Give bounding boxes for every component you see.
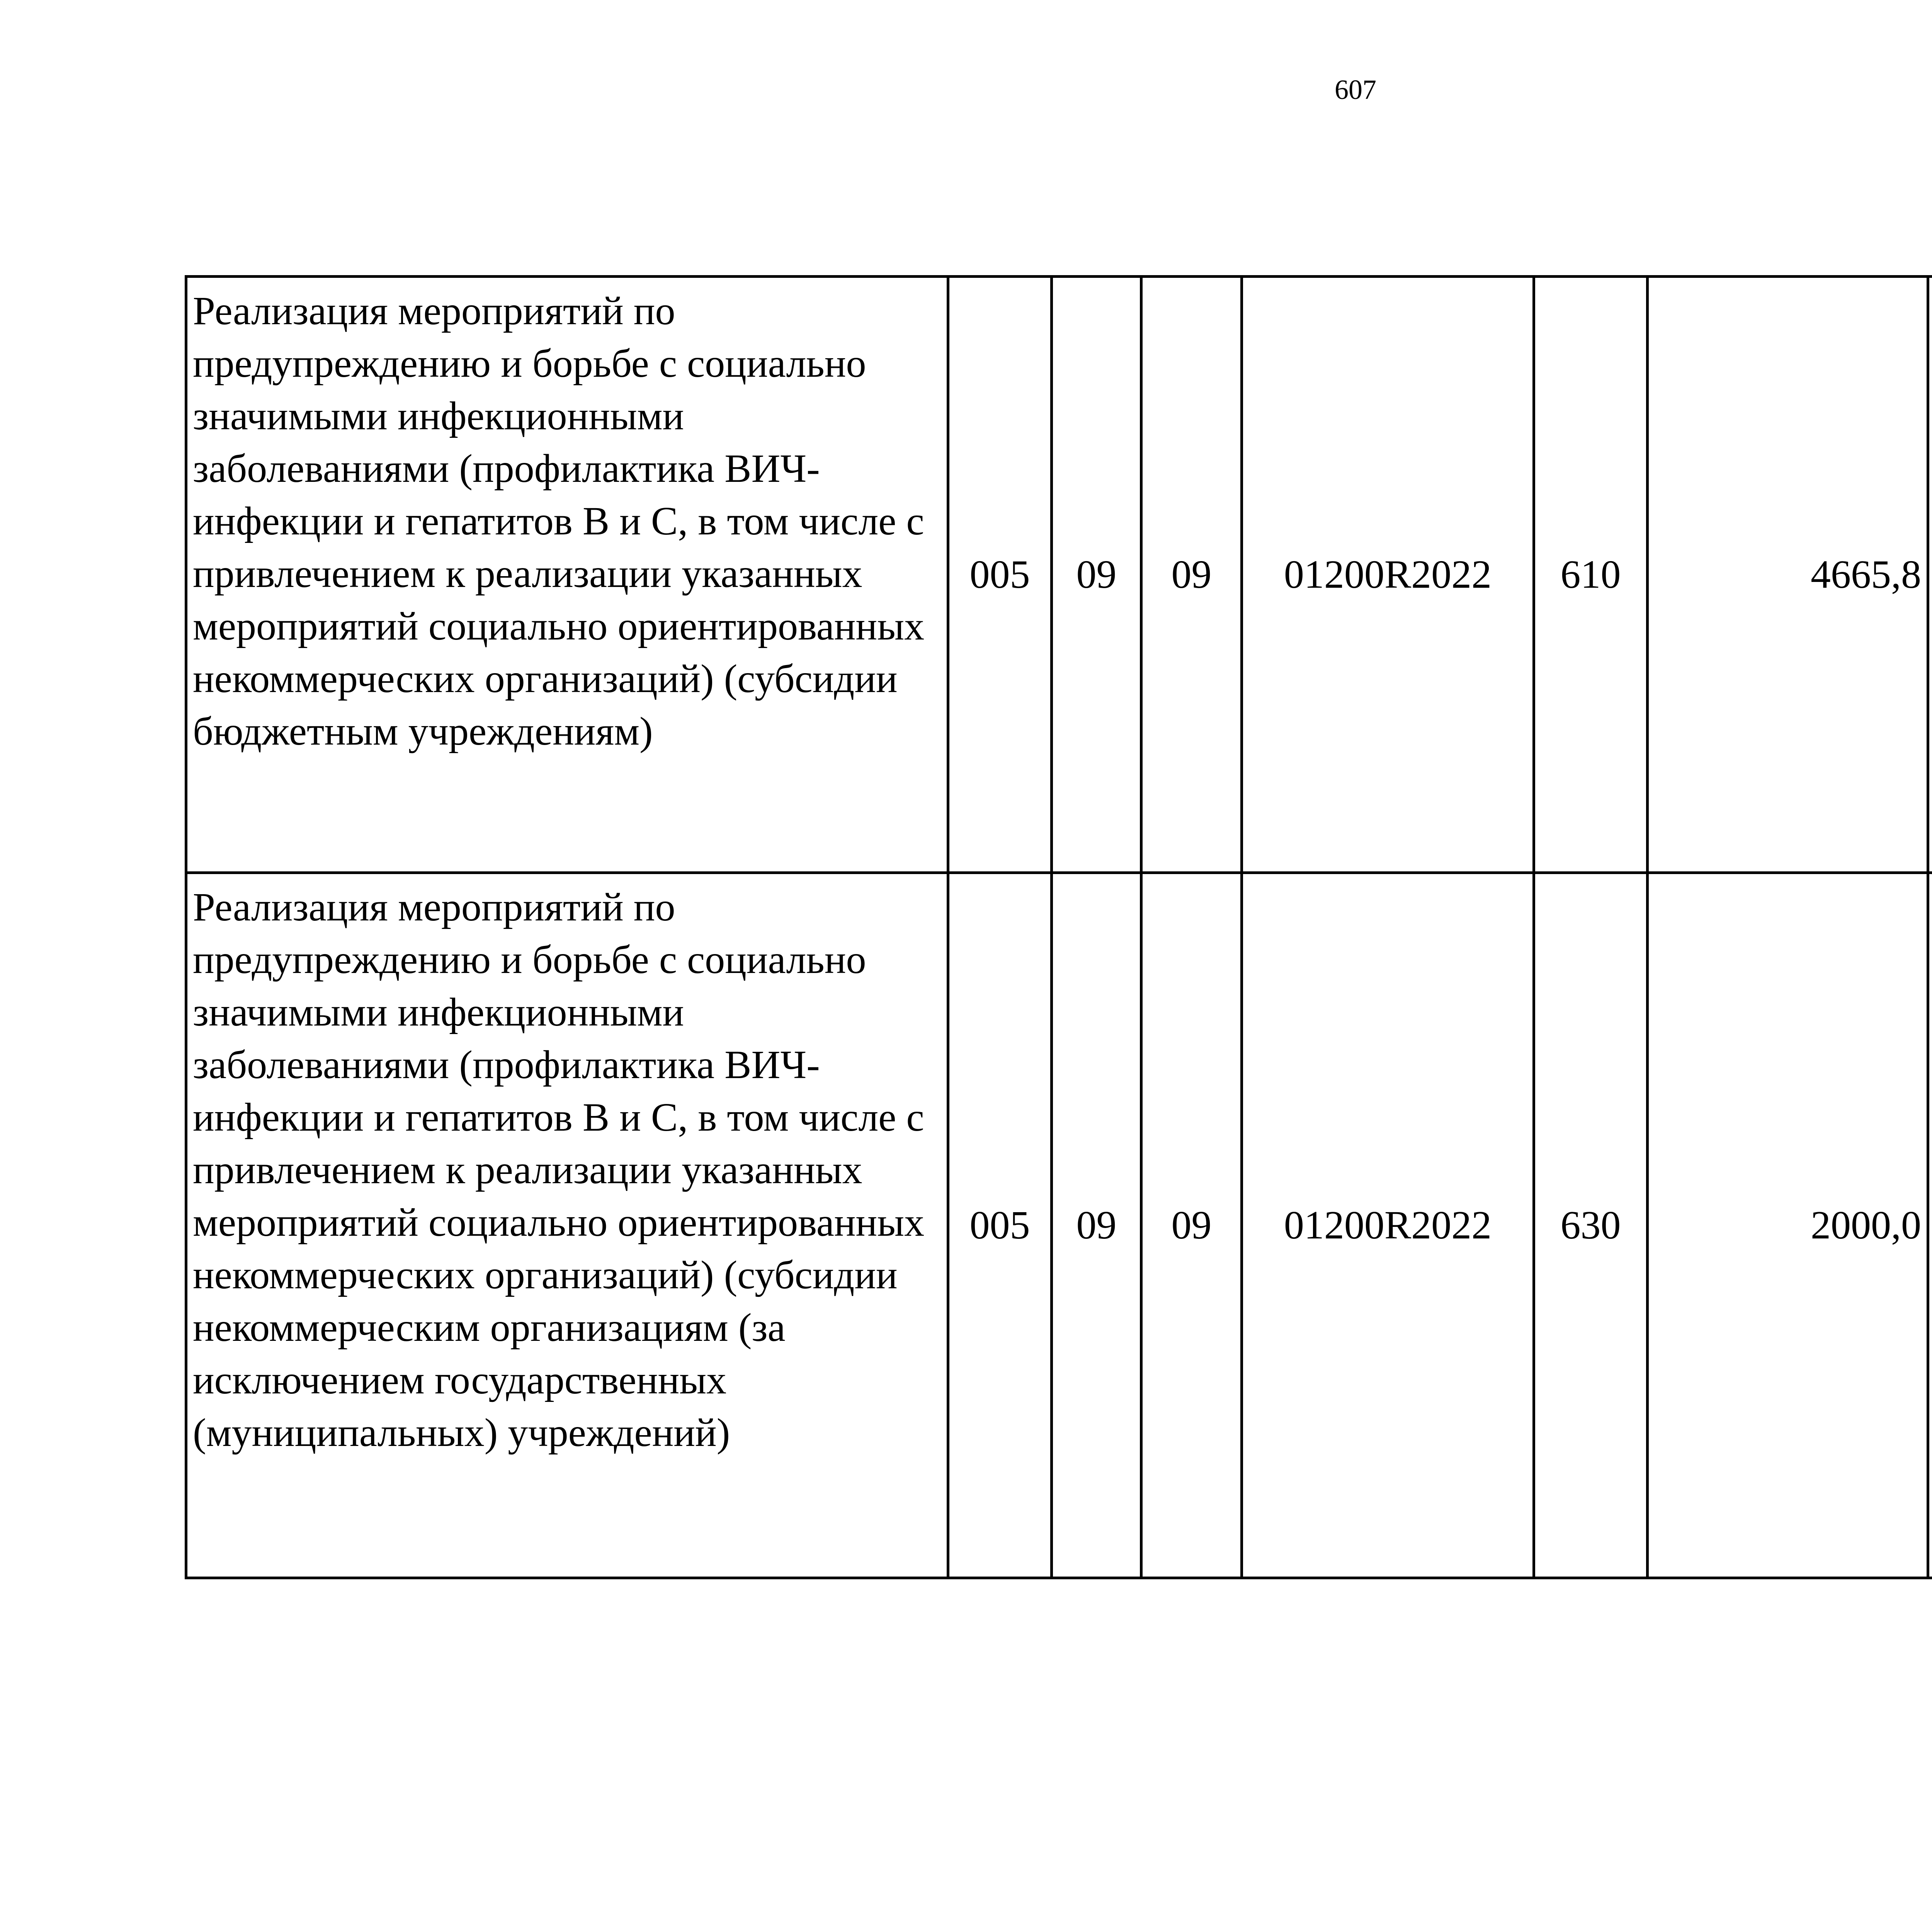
expense-description: Реализация мероприятий по предупреждению и борьбе с социально значимыми инфекционными заболеваниями (профилактика ВИЧ-инфекции и гепатитов B и C, в том числе с привлечением к реализации указанных мероприятий социально ориентированных некоммерческих организаций) (субсидии бюджетным учреждениям) xyxy=(186,277,948,873)
section-code: 09 xyxy=(1052,873,1141,1578)
amount-cell: 4665,8 xyxy=(1648,277,1928,873)
target-article-code: 01200R2022 xyxy=(1242,277,1534,873)
expense-type-code: 610 xyxy=(1534,277,1648,873)
subsection-code: 09 xyxy=(1141,873,1242,1578)
page-number: 607 xyxy=(1335,74,1376,105)
table-row xyxy=(186,277,1932,873)
amount-cell xyxy=(1928,277,1932,873)
amount-cell xyxy=(1928,873,1932,1578)
table-row xyxy=(186,873,1932,1578)
subsection-code: 09 xyxy=(1141,277,1242,873)
section-code: 09 xyxy=(1052,277,1141,873)
ministry-code: 005 xyxy=(948,873,1052,1578)
target-article-code: 01200R2022 xyxy=(1242,873,1534,1578)
expense-description: Реализация мероприятий по предупреждению и борьбе с социально значимыми инфекционными заболеваниями (профилактика ВИЧ-инфекции и гепатитов B и C, в том числе с привлечением к реализации указанных мероприятий социально ориентированных некоммерческих организаций) (субсидии некоммерческим организациям (за исключением государственных (муниципальных) учреждений) xyxy=(186,873,948,1578)
amount-cell: 2000,0 xyxy=(1648,873,1928,1578)
expense-type-code: 630 xyxy=(1534,873,1648,1578)
ministry-code: 005 xyxy=(948,277,1052,873)
budget-table xyxy=(185,275,1932,1579)
